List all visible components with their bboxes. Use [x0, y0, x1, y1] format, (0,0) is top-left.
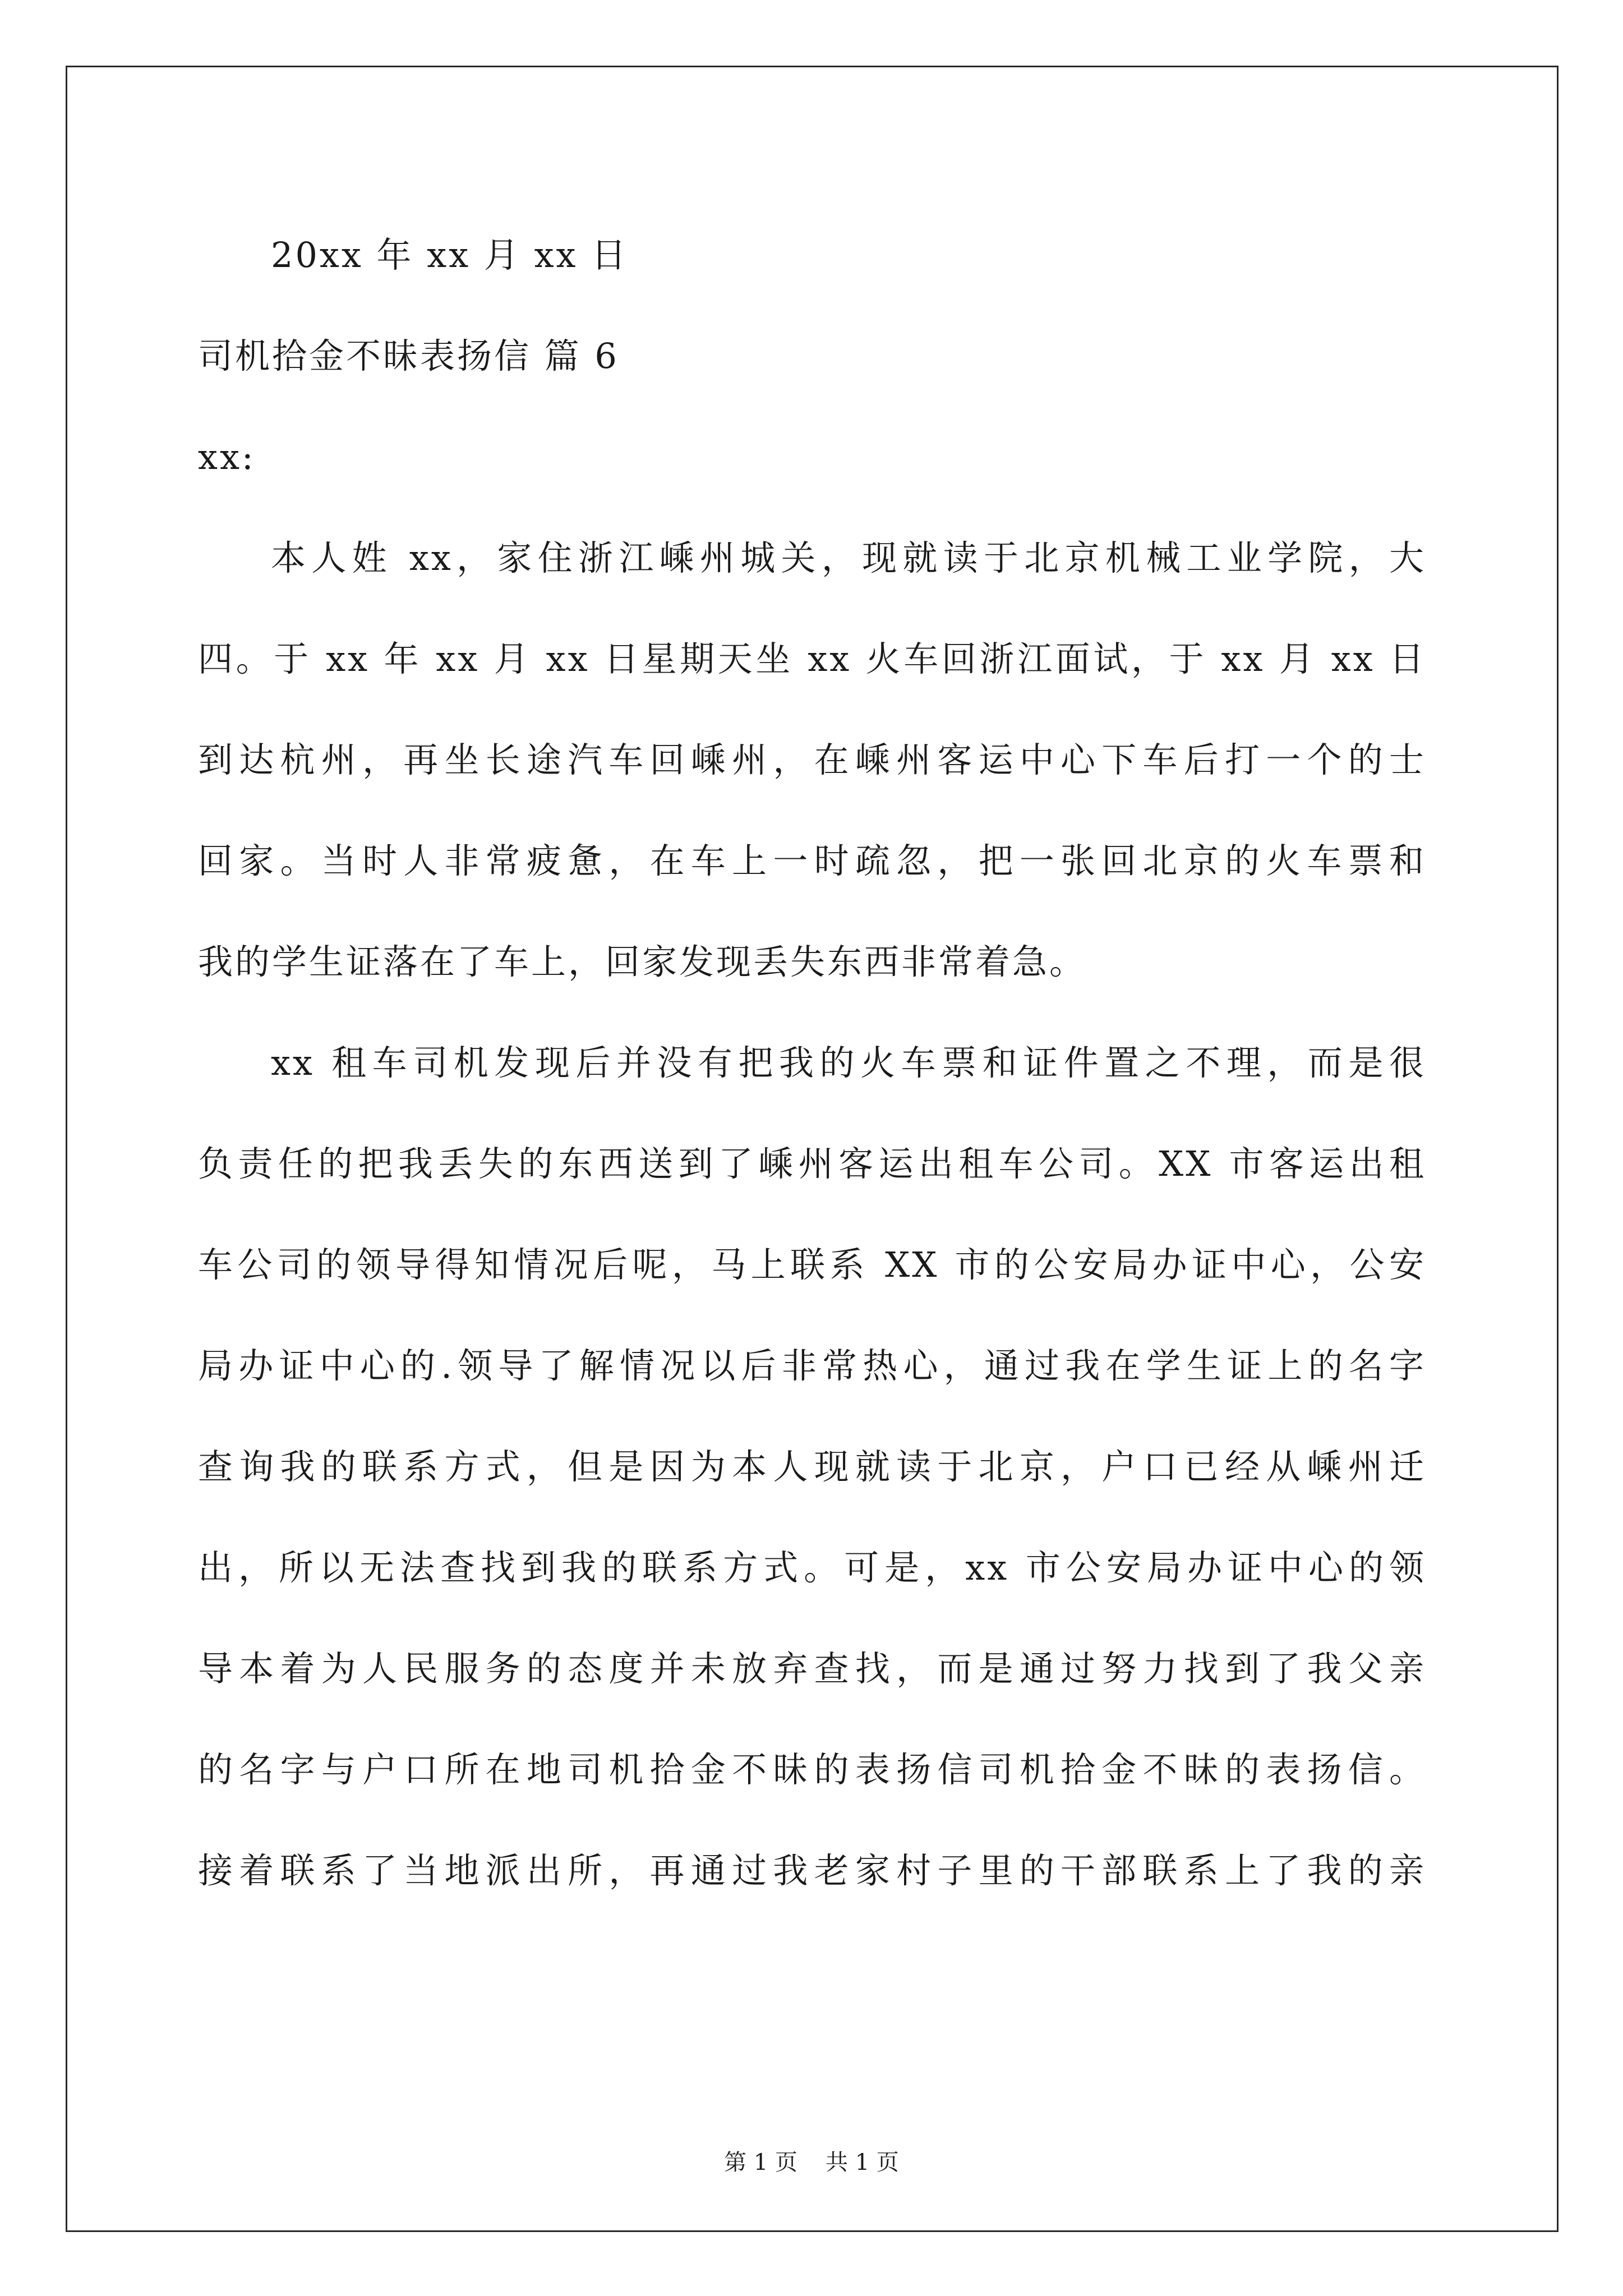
- paragraph-2-line-1: xx 租车司机发现后并没有把我的火车票和证件置之不理，而是很: [271, 1042, 1426, 1083]
- letter-title: 司机拾金不昧表扬信 篇 6: [198, 335, 619, 376]
- paragraph-1-line-5: 我的学生证落在了车上，回家发现丢失东西非常着急。: [198, 941, 1087, 982]
- paragraph-1-line-1: 本人姓 xx，家住浙江嵊州城关，现就读于北京机械工业学院，大: [271, 537, 1426, 578]
- paragraph-2-line-9: 接着联系了当地派出所，再通过我老家村子里的干部联系上了我的亲: [198, 1850, 1426, 1891]
- paragraph-2-line-6: 出，所以无法查找到我的联系方式。可是，xx 市公安局办证中心的领: [198, 1547, 1426, 1588]
- paragraph-2-line-4: 局办证中心的.领导了解情况以后非常热心，通过我在学生证上的名字: [198, 1345, 1426, 1386]
- paragraph-2-line-2: 负责任的把我丢失的东西送到了嵊州客运出租车公司。XX 市客运出租: [198, 1143, 1426, 1184]
- paragraph-1-line-3: 到达杭州，再坐长途汽车回嵊州，在嵊州客运中心下车后打一个的士: [198, 739, 1426, 780]
- salutation: xx:: [198, 436, 256, 477]
- paragraph-1-line-4: 回家。当时人非常疲惫，在车上一时疏忽，把一张回北京的火车票和: [198, 840, 1426, 881]
- page-footer: [0, 2146, 1623, 2179]
- document-body: [198, 205, 1426, 1921]
- paragraph-1-line-2: 四。于 xx 年 xx 月 xx 日星期天坐 xx 火车回浙江面试，于 xx 月 xx 日: [198, 638, 1426, 679]
- paragraph-2-line-8: 的名字与户口所在地司机拾金不昧的表扬信司机拾金不昧的表扬信。: [198, 1749, 1426, 1790]
- page-number: 第 1 页: [724, 2150, 797, 2175]
- paragraph-2-line-3: 车公司的领导得知情况后呢，马上联系 XX 市的公安局办证中心，公安: [198, 1244, 1426, 1285]
- date-line: 20xx 年 xx 月 xx 日: [271, 234, 629, 275]
- page-total: 共 1 页: [826, 2150, 899, 2175]
- paragraph-2-line-5: 查询我的联系方式，但是因为本人现就读于北京，户口已经从嵊州迁: [198, 1446, 1426, 1487]
- paragraph-2-line-7: 导本着为人民服务的态度并未放弃查找，而是通过努力找到了我父亲: [198, 1648, 1426, 1689]
